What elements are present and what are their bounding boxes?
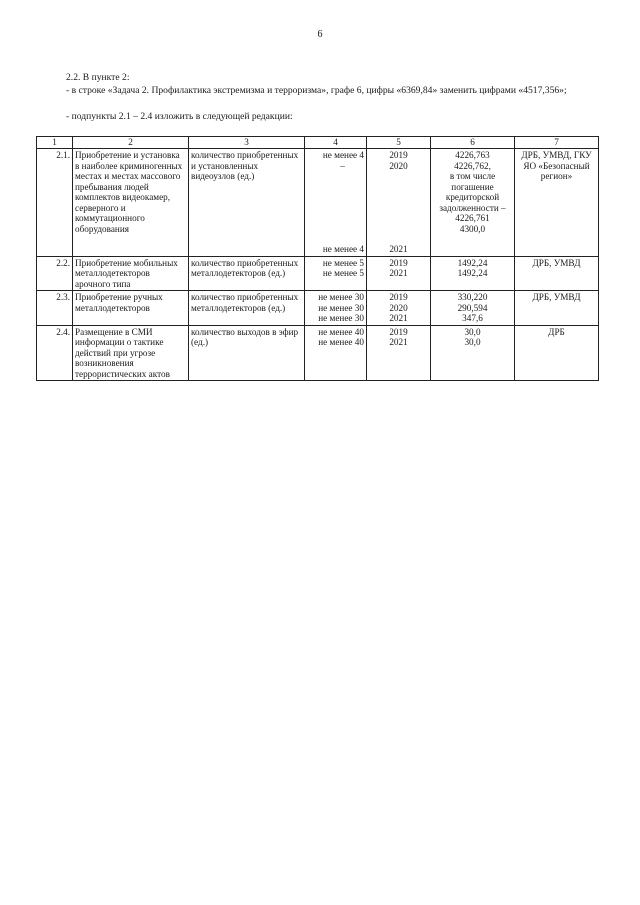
row-number: 2.1. xyxy=(37,149,73,257)
year: 2019 xyxy=(389,292,408,302)
year: 2021 xyxy=(389,337,408,347)
amount: 347,6 xyxy=(462,313,483,323)
amounts xyxy=(431,256,515,291)
table-row xyxy=(37,291,599,326)
amount: 4226,763 xyxy=(455,150,490,160)
amount-note: в том числе погашение кредиторской задолженности – 4226,761 xyxy=(439,171,506,223)
indicator-value: не менее 5 xyxy=(322,268,364,278)
year: 2019 xyxy=(389,326,408,337)
header-cell: 6 xyxy=(431,137,515,149)
amount: 330,220 xyxy=(457,292,488,302)
header-cell: 2 xyxy=(73,137,189,149)
year: 2021 xyxy=(389,313,408,323)
indicator-values xyxy=(305,325,367,381)
executors: ДРБ xyxy=(515,325,599,381)
row-number: 2.3. xyxy=(37,291,73,326)
indicator-value: не менее 4 xyxy=(322,150,364,160)
indicator-value: не менее 30 xyxy=(318,292,364,302)
measures-table xyxy=(36,136,599,381)
year: 2020 xyxy=(389,160,408,171)
indicator-values xyxy=(305,149,367,257)
indicator-value: не менее 30 xyxy=(318,302,364,313)
intro-line-3: - подпункты 2.1 – 2.4 изложить в следующей редакции: xyxy=(66,111,293,122)
indicator-values xyxy=(305,256,367,291)
years xyxy=(367,291,431,326)
measure-name: Приобретение ручных металлодетекторов xyxy=(73,291,189,326)
executors: ДРБ, УМВД, ГКУ ЯО «Безопасный регион» xyxy=(515,149,599,257)
years xyxy=(367,149,431,257)
measure-name: Приобретение мобильных металлодетекторов арочного типа xyxy=(73,256,189,291)
amounts xyxy=(431,325,515,381)
header-cell: 5 xyxy=(367,137,431,149)
table-row xyxy=(37,256,599,291)
table-row xyxy=(37,325,599,381)
indicator-value: не менее 30 xyxy=(318,313,364,323)
executors: ДРБ, УМВД xyxy=(515,291,599,326)
indicator-value: не менее 4 xyxy=(322,244,364,254)
indicator-values xyxy=(305,291,367,326)
intro-line-1: 2.2. В пункте 2: xyxy=(66,72,130,83)
years xyxy=(367,325,431,381)
year: 2019 xyxy=(389,150,408,160)
indicator-value: не менее 40 xyxy=(318,337,364,347)
row-number: 2.4. xyxy=(37,325,73,381)
page-number: 6 xyxy=(317,29,323,40)
indicator-value: не менее 5 xyxy=(322,257,364,268)
amount: 30,0 xyxy=(464,337,481,347)
indicator-value: – xyxy=(340,160,345,171)
measure-name: Приобретение и установка в наиболее криминогенных местах и местах массового пребывания людей комплектов видеокамер, серверного и коммутационного оборудования xyxy=(73,149,189,257)
year: 2019 xyxy=(389,257,408,268)
table-header-row xyxy=(37,137,599,149)
amount: 4226,762, xyxy=(454,160,491,171)
amount: 1492,24 xyxy=(457,268,488,278)
years xyxy=(367,256,431,291)
amounts xyxy=(431,149,515,257)
amount: 290,594 xyxy=(457,302,488,313)
indicator-name: количество приобретенных металлодетекторов (ед.) xyxy=(189,291,305,326)
amounts xyxy=(431,291,515,326)
amount: 30,0 xyxy=(464,326,481,337)
amount: 4300,0 xyxy=(459,223,486,234)
indicator-value: не менее 40 xyxy=(318,326,364,337)
intro-line-2: - в строке «Задача 2. Профилактика экстремизма и терроризма», графе 6, цифры «6369,84» заменить цифрами «4517,356»; xyxy=(66,85,567,96)
amount: 1492,24 xyxy=(457,257,488,268)
indicator-name: количество приобретенных металлодетекторов (ед.) xyxy=(189,256,305,291)
row-number: 2.2. xyxy=(37,256,73,291)
measure-name: Размещение в СМИ информации о тактике действий при угрозе возникновения террористических актов xyxy=(73,325,189,381)
header-cell: 1 xyxy=(37,137,73,149)
year: 2021 xyxy=(389,244,408,254)
header-cell: 4 xyxy=(305,137,367,149)
table-row xyxy=(37,149,599,257)
header-cell: 3 xyxy=(189,137,305,149)
indicator-name: количество приобретенных и установленных видеоузлов (ед.) xyxy=(189,149,305,257)
year: 2021 xyxy=(389,268,408,278)
header-cell: 7 xyxy=(515,137,599,149)
year: 2020 xyxy=(389,302,408,313)
executors: ДРБ, УМВД xyxy=(515,256,599,291)
indicator-name: количество выходов в эфир (ед.) xyxy=(189,325,305,381)
